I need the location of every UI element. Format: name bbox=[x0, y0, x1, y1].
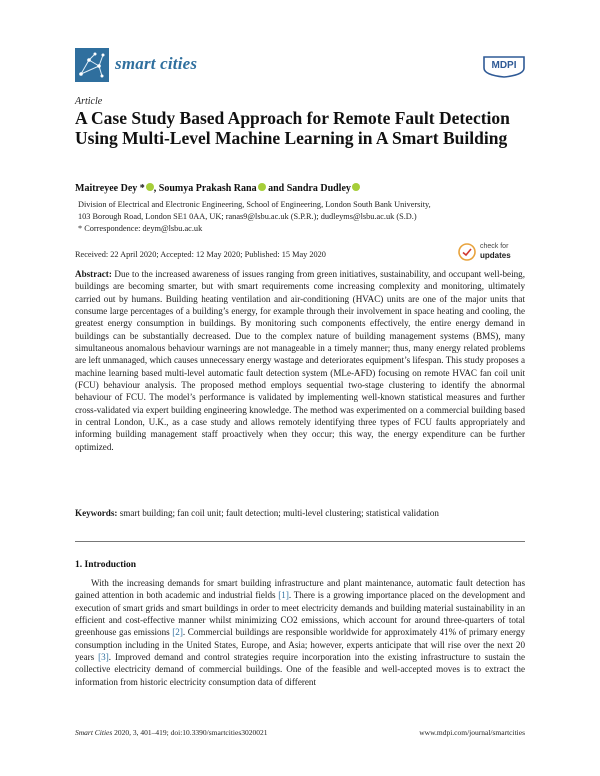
intro-text: . Commercial buildings are responsible worldwide for approximately 41% of primary energy consumption including in the United States, Europe, and Asia; however, experts anticipate that will rise over the next 20 years bbox=[75, 627, 525, 663]
orcid-icon[interactable] bbox=[258, 183, 266, 191]
correspondence: * Correspondence: deym@lsbu.ac.uk bbox=[78, 224, 203, 233]
intro-text: . There is a growing importance placed on the development and execution of smart grids and smart buildings in order to meet electricity demands and building material sustainability in an efficient and cost-effective manner whilst minimizing CO2 emissions, which account for around three-quarters of total greenhouse gas emissions bbox=[75, 590, 525, 638]
section-divider bbox=[75, 541, 525, 542]
journal-name: smart cities bbox=[115, 54, 198, 73]
check-updates-icon bbox=[458, 243, 476, 261]
intro-text: With the increasing demands for smart building infrastructure and plant maintenance, automatic fault detection has gained attention in both academic and industrial fields bbox=[75, 578, 525, 601]
keywords-text: smart building; fan coil unit; fault detection; multi-level clustering; statistical validation bbox=[117, 508, 439, 518]
author-separator: and bbox=[265, 183, 287, 194]
citation-link[interactable]: [1] bbox=[278, 590, 289, 601]
footer-citation bbox=[75, 728, 268, 737]
footer-doi: 2020, 3, 401–419; doi:10.3390/smartcities3020021 bbox=[112, 728, 268, 737]
orcid-icon[interactable] bbox=[146, 183, 154, 191]
paper-title: A Case Study Based Approach for Remote Fault Detection Using Multi-Level Machine Learning in A Smart Building bbox=[75, 108, 510, 148]
publisher-logo-text: MDPI bbox=[491, 60, 517, 71]
citation-link[interactable]: [2] bbox=[172, 627, 183, 638]
keywords bbox=[75, 508, 525, 518]
author-name[interactable]: Soumya Prakash Rana bbox=[158, 183, 257, 194]
introduction-paragraph bbox=[75, 577, 525, 688]
article-type: Article bbox=[75, 96, 103, 107]
author-name[interactable]: Maitreyee Dey bbox=[75, 183, 138, 194]
author-separator: , bbox=[153, 183, 159, 194]
abstract bbox=[75, 268, 525, 453]
publication-dates: Received: 22 April 2020; Accepted: 12 May 2020; Published: 15 May 2020 bbox=[75, 250, 326, 259]
abstract-text: Due to the increased awareness of issues ranging from green initiatives, sustainability, and occupant well-being, buildings are becoming smarter, but with smart requirements come increasing complexity and monitoring, ultimately carried out by humans. Building heating ventilation and air-conditioning (HVAC) units are one of the major units that consume large percentages of a building’s energy, for example through their involvement in space heating and cooling, the greatest energy consumption in buildings. By monitoring such components effectively, the entire energy demand in buildings can be substantially decreased. Due to the complex nature of building management systems (BMS), many simultaneous anomalous behaviour warnings are not manageable in a timely manner; thus, many energy related problems are left unmanaged, which causes unnecessary energy wastage and deteriorates equipment’s lifespan. This study proposes a machine learning based multi-level automatic fault detection system (MLe-AFD) focusing on remote HVAC fan coil unit (FCU) behaviour analysis. The proposed method employs sequential two-stage clustering to identify the abnormal behaviour of FCU. The model’s performance is validated by implementing well-known statistical measures and further cross-validated via expert building engineering knowledge. The method was experimented on a commercial building based in central London, U.K., as a case study and allows remotely identifying three types of FCU faults appropriately and informing building management staff proactively when they occur; this way, the energy expenditure can be further optimized. bbox=[75, 269, 525, 452]
corresponding-mark: * bbox=[137, 183, 145, 194]
affiliation-line: 103 Borough Road, London SE1 0AA, UK; ranas9@lsbu.ac.uk (S.P.R.); dudleyms@lsbu.ac.uk (S.D.) bbox=[78, 211, 417, 221]
author-name[interactable]: Sandra Dudley bbox=[286, 183, 351, 194]
abstract-label: Abstract: bbox=[75, 269, 112, 279]
citation-link[interactable]: [3] bbox=[98, 652, 109, 663]
author-list bbox=[75, 183, 525, 194]
footer-url[interactable]: www.mdpi.com/journal/smartcities bbox=[419, 728, 525, 737]
check-updates-line1: check for bbox=[480, 243, 509, 250]
orcid-icon[interactable] bbox=[352, 183, 360, 191]
footer-journal: Smart Cities bbox=[75, 728, 113, 737]
intro-text: . Improved demand and control strategies require incorporation into the existing infrastructure to sustain the collective electricity demand of commercial buildings. One of the feasible and well-accepted moves is to extract the information from historic electricity consumption data of different bbox=[75, 652, 526, 687]
check-updates-line2: updates bbox=[480, 251, 511, 260]
affiliation-line: Division of Electrical and Electronic Engineering, School of Engineering, London South Bank University, bbox=[78, 200, 431, 209]
publisher-logo bbox=[482, 54, 526, 78]
section-heading: 1. Introduction bbox=[75, 560, 137, 570]
affiliation bbox=[78, 199, 528, 222]
keywords-label: Keywords: bbox=[75, 508, 118, 518]
journal-logo-icon bbox=[75, 48, 109, 82]
check-for-updates-badge[interactable] bbox=[458, 241, 530, 263]
